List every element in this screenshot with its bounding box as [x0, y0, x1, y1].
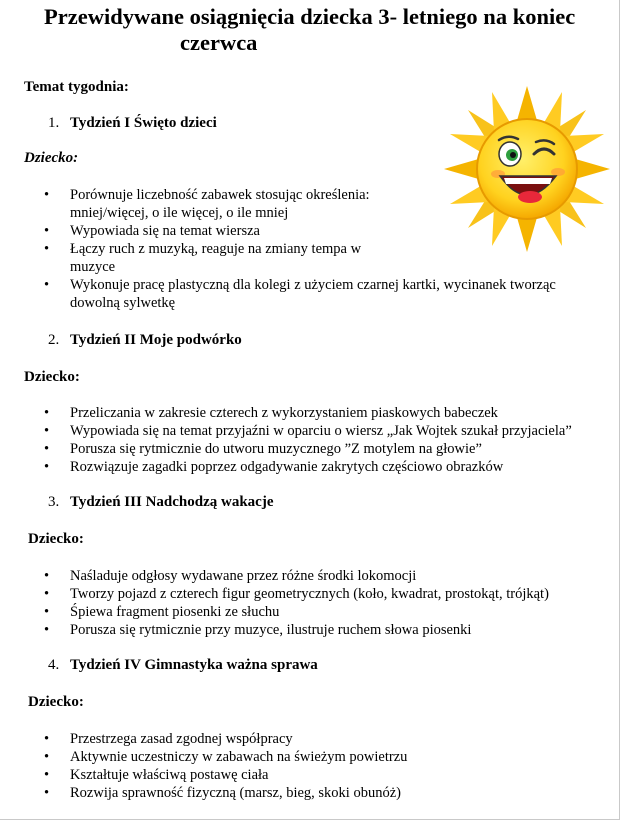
bullet-icon: • [44, 423, 50, 439]
week-title: Tydzień II Moje podwórko [70, 332, 242, 348]
bullet-icon: • [44, 767, 50, 783]
item-line: Przeliczania w zakresie czterech z wykorzystaniem piaskowych babeczek [70, 405, 498, 421]
bullet-icon: • [44, 223, 50, 239]
list-item [0, 458, 620, 476]
child-label: Dziecko: [24, 150, 79, 166]
week-number: 1. [48, 115, 60, 131]
item-line: Naśladuje odgłosy wydawane przez różne środki lokomocji [70, 568, 417, 584]
list-item [0, 567, 620, 585]
week-title: Tydzień I Święto dzieci [70, 115, 217, 131]
bullet-icon: • [44, 622, 50, 638]
week-3-list [0, 567, 620, 639]
bullet-icon: • [44, 441, 50, 457]
week-4-list [0, 730, 620, 802]
bullet-icon: • [44, 277, 50, 293]
page-title-line-2: czerwca [180, 30, 258, 55]
list-item [0, 748, 620, 766]
bullet-icon: • [44, 568, 50, 584]
item-line: Wykonuje pracę plastyczną dla kolegi z użyciem czarnej kartki, wycinanek tworząc [70, 277, 556, 293]
bullet-icon: • [44, 459, 50, 475]
item-line: Porównuje liczebność zabawek stosując określenia: [70, 187, 370, 203]
bullet-icon: • [44, 586, 50, 602]
item-line: dowolną sylwetkę [70, 295, 176, 311]
list-item [0, 440, 620, 458]
bullet-icon: • [44, 187, 50, 203]
bullet-icon: • [44, 731, 50, 747]
smiling-winking-sun-icon [442, 84, 612, 254]
bullet-icon: • [44, 749, 50, 765]
list-item [0, 766, 620, 784]
child-label: Dziecko: [28, 694, 84, 710]
topic-label: Temat tygodnia: [24, 79, 129, 95]
bullet-icon: • [44, 405, 50, 421]
item-line: mniej/więcej, o ile więcej, o ile mniej [70, 205, 289, 221]
week-2-list [0, 404, 620, 476]
list-item [0, 784, 620, 802]
item-line: muzyce [70, 259, 116, 275]
bullet-icon: • [44, 604, 50, 620]
item-line: Rozwiązuje zagadki poprzez odgadywanie zakrytych częściowo obrazków [70, 459, 504, 475]
week-number: 4. [48, 657, 60, 673]
item-line: Aktywnie uczestniczy w zabawach na świeżym powietrzu [70, 749, 408, 765]
list-item [0, 422, 620, 440]
list-item [0, 585, 620, 603]
week-number: 3. [48, 494, 60, 510]
week-number: 2. [48, 332, 60, 348]
list-item [0, 730, 620, 748]
sun-tongue [518, 191, 542, 203]
item-line: Porusza się rytmicznie do utworu muzycznego ”Z motylem na głowie” [70, 441, 482, 457]
item-line: Przestrzega zasad zgodnej współpracy [70, 731, 293, 747]
page-title-line-1: Przewidywane osiągnięcia dziecka 3- letniego na koniec [44, 4, 576, 29]
list-item [0, 276, 620, 312]
item-line: Porusza się rytmicznie przy muzyce, ilustruje ruchem słowa piosenki [70, 622, 472, 638]
item-line: Wypowiada się na temat wiersza [70, 223, 260, 239]
bullet-icon: • [44, 785, 50, 801]
item-line: Łączy ruch z muzyką, reaguje na zmiany tempa w [70, 241, 362, 257]
item-line: Wypowiada się na temat przyjaźni w oparciu o wiersz „Jak Wojtek szukał przyjaciela” [70, 423, 572, 439]
item-line: Śpiewa fragment piosenki ze słuchu [70, 604, 280, 620]
week-title: Tydzień III Nadchodzą wakacje [70, 494, 274, 510]
bullet-icon: • [44, 241, 50, 257]
list-item [0, 621, 620, 639]
item-line: Rozwija sprawność fizyczną (marsz, bieg, skoki obunóż) [70, 785, 401, 801]
child-label: Dziecko: [24, 369, 80, 385]
list-item [0, 404, 620, 422]
list-item [0, 603, 620, 621]
child-label: Dziecko: [28, 531, 84, 547]
item-line: Tworzy pojazd z czterech figur geometrycznych (koło, kwadrat, prostokąt, trójkąt) [70, 586, 549, 602]
item-line: Kształtuje właściwą postawę ciała [70, 767, 269, 783]
week-title: Tydzień IV Gimnastyka ważna sprawa [70, 657, 318, 673]
